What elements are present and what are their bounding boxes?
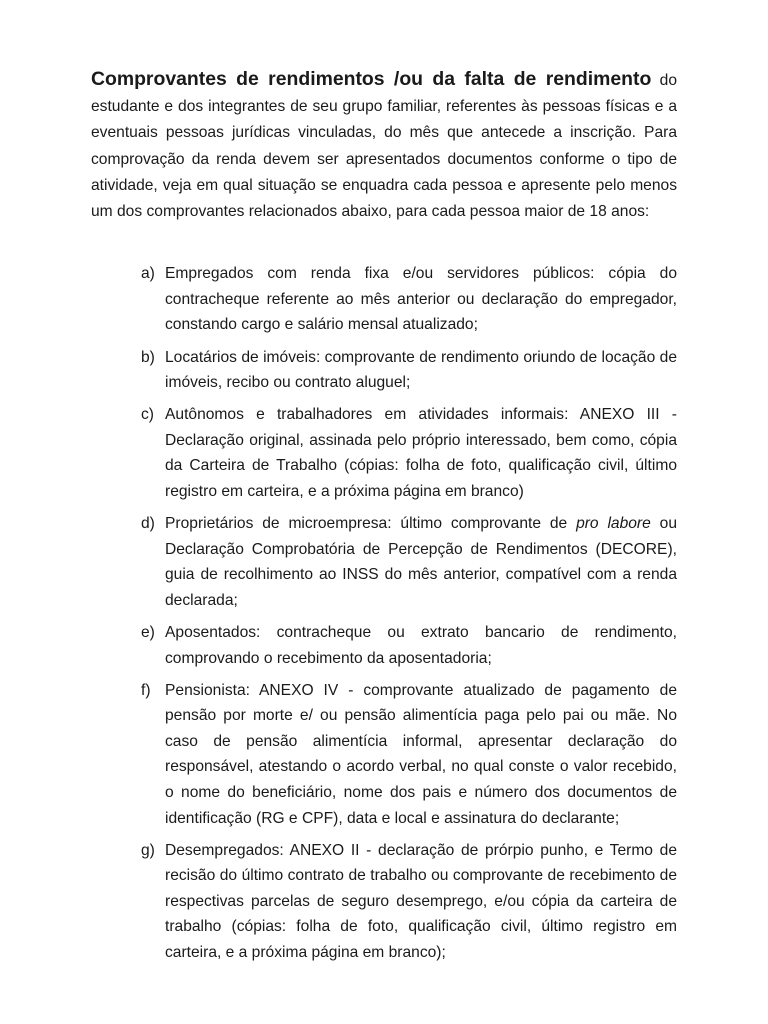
list-item-text-before: Proprietários de microempresa: último comprovante de [165, 515, 577, 533]
list-item-b [91, 345, 677, 396]
list-marker: e) [141, 623, 155, 641]
list-item-e [91, 620, 677, 671]
list-item-text: Autônomos e trabalhadores em atividades informais: ANEXO III - Declaração original, assinada pelo próprio interessado, bem como, cópia da Carteira de Trabalho (cópias: folha de foto, qualificação civil, último registro em carteira, e a próxima página em branco) [165, 406, 677, 500]
list-marker: g) [141, 841, 155, 859]
list-item-text: Pensionista: ANEXO IV - comprovante atualizado de pagamento de pensão por morte e/ ou pensão alimentícia paga pelo pai ou mãe. No caso de pensão alimentícia informal, apresentar declaração do responsável, atestando o acordo verbal, no qual conste o valor recebido, o nome do beneficiário, nome dos pais e número dos documentos de identificação (RG e CPF), data e local e assinatura do declarante; [165, 681, 677, 827]
requirements-list [91, 261, 677, 965]
list-item-g [91, 838, 677, 966]
list-marker: c) [141, 406, 154, 424]
intro-paragraph [91, 66, 677, 225]
list-item-text: Aposentados: contracheque ou extrato bancario de rendimento, comprovando o recebimento da aposentadoria; [165, 623, 677, 667]
list-item-text: Desempregados: ANEXO II - declaração de prórpio punho, e Termo de recisão do último contrato de trabalho ou comprovante de recebimento de respectivas parcelas de seguro desemprego, e/ou cópia da carteira de trabalho (cópias: folha de foto, qualificação civil, último registro em carteira, e a próxima página em branco); [165, 841, 677, 962]
list-item-text: Empregados com renda fixa e/ou servidores públicos: cópia do contracheque referente ao mês anterior ou declaração do empregador, constando cargo e salário mensal atualizado; [165, 265, 677, 334]
list-marker: d) [141, 515, 155, 533]
list-marker: f) [141, 681, 151, 699]
document-page [91, 66, 677, 972]
intro-text: do estudante e dos integrantes de seu grupo familiar, referentes às pessoas físicas e a eventuais pessoas jurídicas vinculadas, do mês que antecede a inscrição. Para comprovação da renda devem ser apresentados documentos conforme o tipo de atividade, veja em qual situação se enquadra cada pessoa e apresente pelo menos um dos comprovantes relacionados abaixo, para cada pessoa maior de 18 anos: [91, 72, 677, 221]
list-item-f [91, 678, 677, 832]
section-heading: Comprovantes de rendimentos /ou da falta de rendimento [91, 68, 652, 90]
list-marker: b) [141, 348, 155, 366]
list-item-d [91, 511, 677, 613]
list-item-c [91, 402, 677, 504]
list-item-text [165, 511, 677, 613]
list-item-text-italic: pro labore [576, 515, 651, 533]
list-item-a [91, 261, 677, 338]
list-item-text-after: ou Declaração Comprobatória de Percepção de Rendimentos (DECORE), guia de recolhimento ao INSS do mês anterior, compatível com a renda declarada; [165, 515, 678, 609]
list-item-text: Locatários de imóveis: comprovante de rendimento oriundo de locação de imóveis, recibo ou contrato aluguel; [165, 348, 677, 392]
list-marker: a) [141, 265, 155, 283]
